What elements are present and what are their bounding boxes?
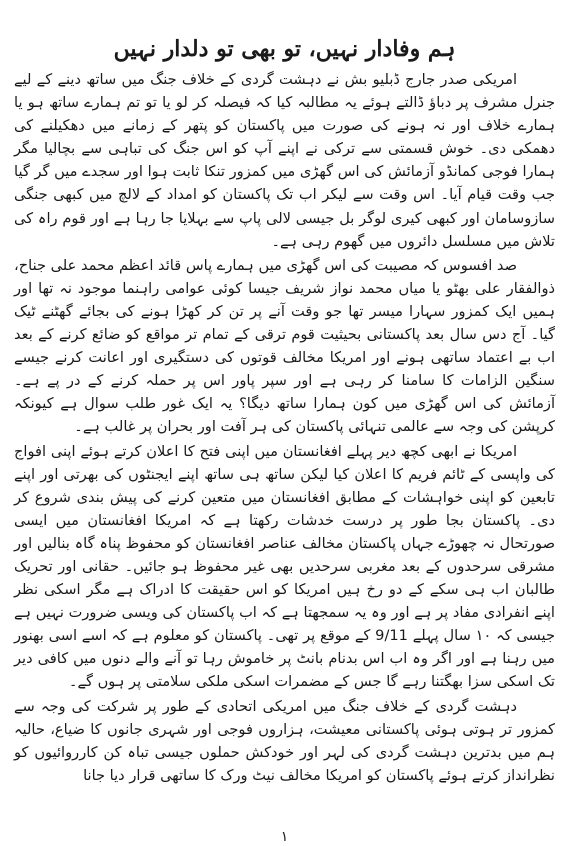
- paragraph-1: امریکی صدر جارج ڈبلیو بش نے دہشت گردی کے خلاف جنگ میں ساتھ دینے کے لیے جنرل مشرف پر دباؤ ڈالتے ہوئے یہ مطالبہ کیا کہ فیصلہ کر لو یا تو تم ہمارے ساتھ ہو یا ہمارے خلاف اور نہ ہونے کی صورت میں پاکستان کو پتھر کے زمانے میں دھکیلنے کی دھمکی دی۔ خوش قسمتی سے ترکی نے اپنے آپ کو اس جنگ کی تباہی سے بچالیا مگر ہمارا فوجی کمانڈو آزمائش کی اس گھڑی میں کمزور تنکا ثابت ہوا اور سجدے میں گر گیا جب وقت قیام آیا۔ اس وقت سے لیکر اب تک پاکستان کو امداد کے لالچ میں کبھی جنگی سازوسامان اور کبھی کیری لوگر بل جیسی لالی پاپ سے بہلایا جا رہا ہے اور قوم راہ کی تلاش میں مسلسل دائروں میں گھوم رہی ہے۔: [14, 71, 555, 250]
- page-number: ۱: [280, 829, 289, 845]
- paragraph-3: امریکا نے ابھی کچھ دیر پہلے افغانستان میں اپنی فتح کا اعلان کرتے ہوئے اپنی افواج کی واپسی کے ٹائم فریم کا اعلان کیا لیکن ساتھ ہی ساتھ اپنے ایجنٹوں کی بھرتی اور اپنے تابعین کو اپنی خواہشات کے مطابق افغانستان میں متعین کرنے کی پیش بندی شروع کر دی۔ پاکستان بجا طور پر درست خدشات رکھتا ہے کہ امریکا افغانستان میں ایسی صورتحال نہ چھوڑے جہاں پاکستان مخالف عناصر افغانستان کو محفوظ پناہ گاہ بنالیں اور مشرقی سرحدوں کے بعد مغربی سرحدیں بھی غیر محفوظ ہو جائیں۔ حقانی اور تحریک طالبان اب ہی سکے کے دو رخ ہیں امریکا کو اس حقیقت کا ادراک ہے مگر اسکی نظر اپنے انفرادی مفاد پر ہے اور وہ یہ سمجھتا ہے کہ اب پاکستان کی ویسی ضرورت نہیں ہے جیسی کہ ۱۰ سال پہلے 9/11 کے موقع پر تھی۔ پاکستان کو معلوم ہے کہ اسے اسی بھنور میں رہنا ہے اور اگر وہ اب اس بدنام بانٹ پر خاموش رہا تو آنے والے دنوں میں کافی دیر تک اسکی سزا بھگتنا رہے گا جس کے مضمرات اسکی ملکی سلامتی پر ہوں گے۔: [14, 442, 555, 691]
- paragraph-2: صد افسوس کہ مصیبت کی اس گھڑی میں ہمارے پاس قائد اعظم محمد علی جناح، ذوالفقار علی بھٹو یا میاں محمد نواز شریف جیسا کوئی عوامی راہنما موجود نہ تھا اور ہمیں ایک کمزور سہارا میسر تھا جو وقت آنے پر تن کر کھڑا ہونے کی بجائے گھٹنے ٹیک گیا۔ آج دس سال بعد پاکستانی بحیثیت قوم ترقی کے تمام تر مواقع کو ضائع کرنے کے بعد اب بے اعتماد ساتھی ہونے اور امریکا مخالف قوتوں کی دستگیری اور اعانت کرنے جیسے سنگین الزامات کا سامنا کر رہی ہے اور سپر پاور اس پر حملہ کرنے کے در پے ہے۔ آزمائش کی اس گھڑی میں کون ہمارا ساتھ دیگا؟ یہ ایک غور طلب سوال ہے کیونکہ کرپشن کی وجہ سے عالمی تنہائی پاکستان کی ہر آفت اور بحران پر غالب ہے۔: [14, 256, 555, 436]
- page-title: ہم وفادار نہیں، تو بھی تو دلدار نہیں: [113, 36, 456, 62]
- paragraph-4: دہشت گردی کے خلاف جنگ میں امریکی اتحادی کے طور پر شرکت کی وجہ سے کمزور تر ہوتی ہوئی پاکستانی معیشت، ہزاروں فوجی اور شہری جانوں کا ضیاع، حالیہ ہم میں بدترین دہشت گردی کی لہر اور خودکش حملوں جیسی تباہ کن کارروائیوں کو نظرانداز کرتے ہوئے پاکستان کو امریکا مخالف نیٹ ورک کا ساتھی قرار دیا جانا: [14, 697, 555, 784]
